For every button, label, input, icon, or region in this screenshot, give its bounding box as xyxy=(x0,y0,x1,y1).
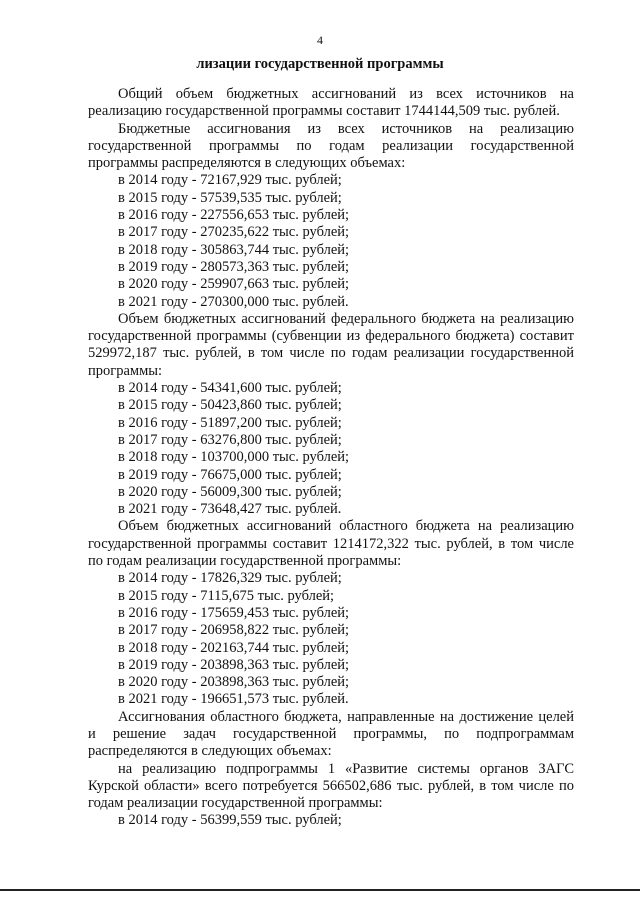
list-item: в 2015 году - 57539,535 тыс. рублей; xyxy=(118,189,342,206)
list-item: в 2014 году - 17826,329 тыс. рублей; xyxy=(118,570,342,587)
list-item: в 2021 году - 73648,427 тыс. рублей. xyxy=(118,501,342,518)
paragraph: Бюджетные ассигнования из всех источников на реализацию государственной программы по годам реализации государственной программы распределяются в следующих объемах: xyxy=(88,120,574,172)
year-allocation-list xyxy=(88,380,574,518)
list-item: в 2018 году - 103700,000 тыс. рублей; xyxy=(118,449,350,466)
year-allocation-list xyxy=(88,172,574,310)
list-item: в 2020 году - 203898,363 тыс. рублей; xyxy=(118,674,350,691)
list-item: в 2021 году - 270300,000 тыс. рублей. xyxy=(118,293,349,310)
paragraph: на реализацию подпрограммы 1 «Развитие системы органов ЗАГС Курской области» всего потребуется 566502,686 тыс. рублей, в том числе по годам реализации государственной программы: xyxy=(88,760,574,812)
list-item: в 2015 году - 7115,675 тыс. рублей; xyxy=(118,587,335,604)
list-item: в 2019 году - 203898,363 тыс. рублей; xyxy=(118,656,350,673)
section-title: лизации государственной программы xyxy=(196,56,444,72)
list-item: в 2016 году - 227556,653 тыс. рублей; xyxy=(118,207,350,224)
paragraph: Объем бюджетных ассигнований областного бюджета на реализацию государственной программы составит 1214172,322 тыс. рублей, в том числе по годам реализации государственной программы: xyxy=(88,518,574,570)
list-item: в 2018 году - 305863,744 тыс. рублей; xyxy=(118,241,350,258)
bottom-rule xyxy=(0,889,640,891)
list-item: в 2020 году - 56009,300 тыс. рублей; xyxy=(118,483,342,500)
year-allocation-list xyxy=(88,812,574,829)
list-item: в 2014 году - 56399,559 тыс. рублей; xyxy=(118,812,342,829)
list-item: в 2017 году - 270235,622 тыс. рублей; xyxy=(118,224,350,241)
list-item: в 2021 году - 196651,573 тыс. рублей. xyxy=(118,691,349,708)
list-item: в 2016 году - 175659,453 тыс. рублей; xyxy=(118,604,350,621)
list-item: в 2019 году - 280573,363 тыс. рублей; xyxy=(118,258,350,275)
list-item: в 2015 году - 50423,860 тыс. рублей; xyxy=(118,397,342,414)
list-item: в 2014 году - 54341,600 тыс. рублей; xyxy=(118,380,342,397)
list-item: в 2018 году - 202163,744 тыс. рублей; xyxy=(118,639,350,656)
list-item: в 2014 году - 72167,929 тыс. рублей; xyxy=(118,172,342,189)
year-allocation-list xyxy=(88,570,574,708)
page-number: 4 xyxy=(317,33,323,47)
document-body xyxy=(88,86,574,830)
paragraph: Общий объем бюджетных ассигнований из всех источников на реализацию государственной программы составит 1744144,509 тыс. рублей. xyxy=(88,86,574,120)
list-item: в 2016 году - 51897,200 тыс. рублей; xyxy=(118,414,342,431)
paragraph: Объем бюджетных ассигнований федерального бюджета на реализацию государственной программы (субвенции из федерального бюджета) составит 529972,187 тыс. рублей, в том числе по годам реализации государственной программы: xyxy=(88,310,574,379)
list-item: в 2017 году - 63276,800 тыс. рублей; xyxy=(118,431,342,448)
list-item: в 2017 году - 206958,822 тыс. рублей; xyxy=(118,622,350,639)
paragraph: Ассигнования областного бюджета, направленные на достижение целей и решение задач государственной программы, по подпрограммам распределяются в следующих объемах: xyxy=(88,708,574,760)
list-item: в 2019 году - 76675,000 тыс. рублей; xyxy=(118,466,342,483)
list-item: в 2020 году - 259907,663 тыс. рублей; xyxy=(118,276,350,293)
